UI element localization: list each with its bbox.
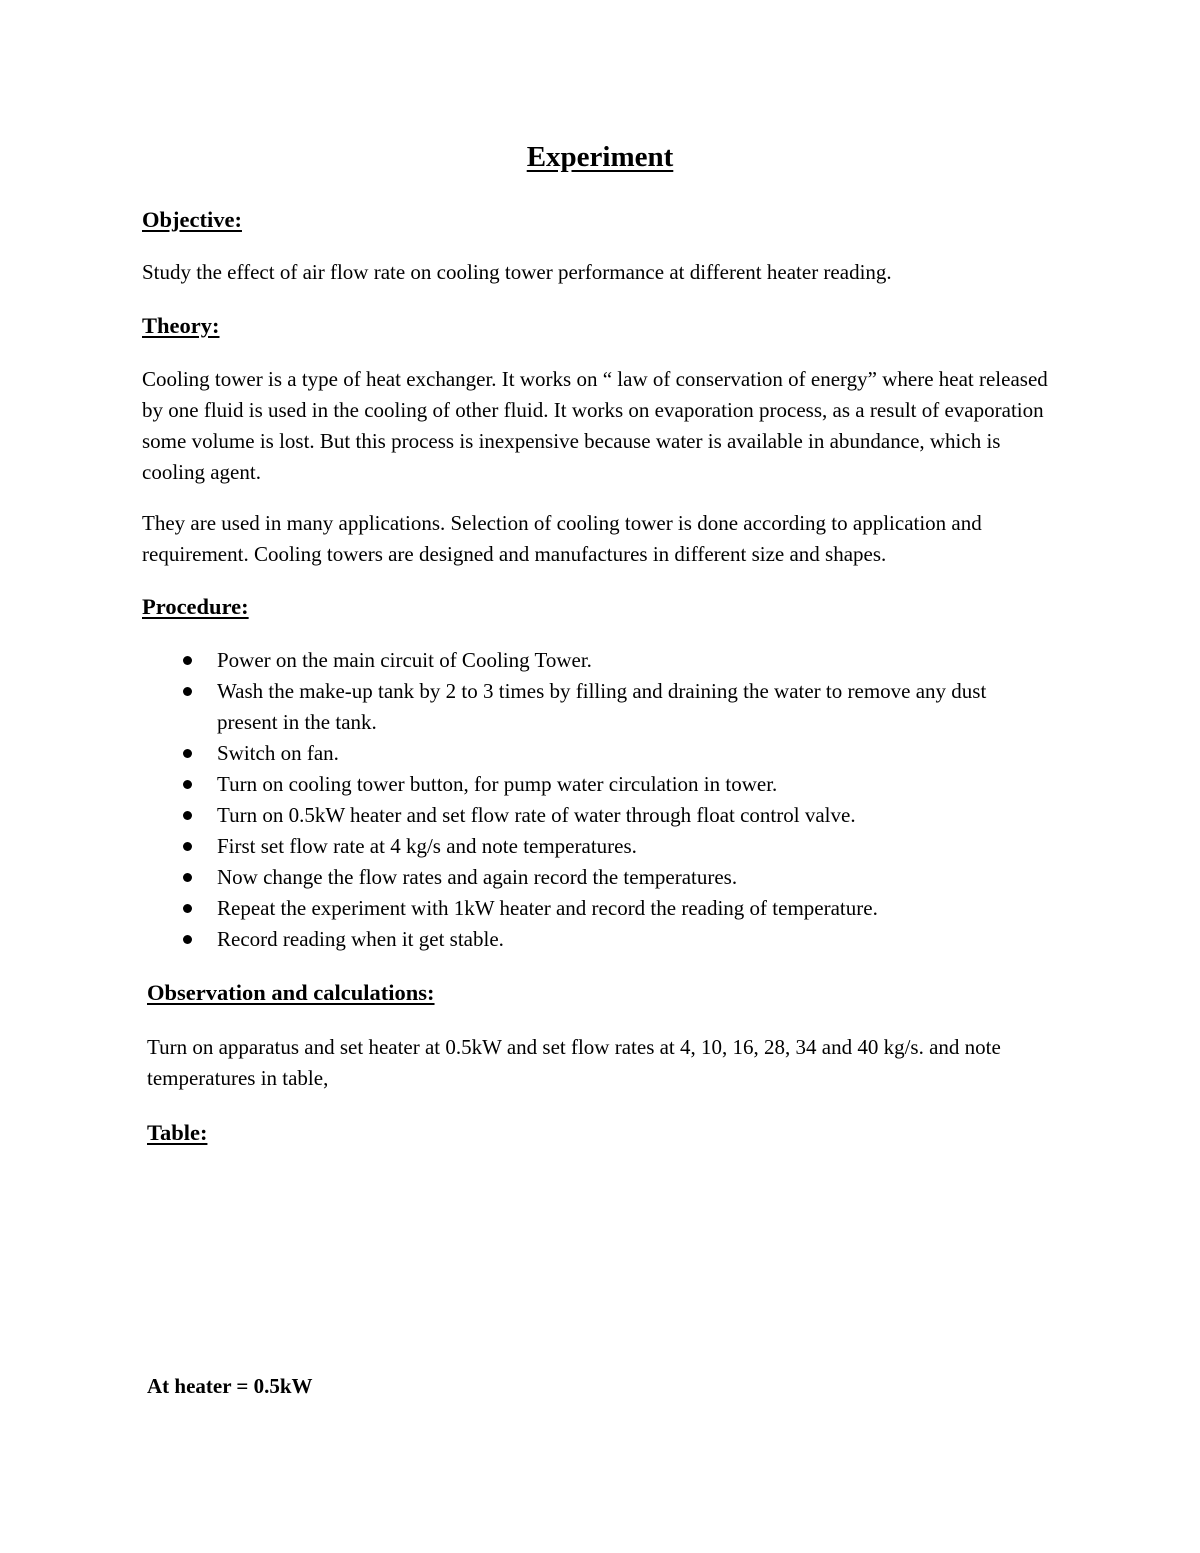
procedure-list [142, 645, 1052, 955]
heater-label: At heater = 0.5kW [147, 1374, 313, 1398]
bullet-icon [183, 904, 192, 913]
procedure-step: Now change the flow rates and again record the temperatures. [142, 862, 1052, 893]
procedure-step: First set flow rate at 4 kg/s and note temperatures. [142, 831, 1052, 862]
document-title: Experiment [526, 141, 674, 173]
observation-text: Turn on apparatus and set heater at 0.5kW and set flow rates at 4, 10, 16, 28, 34 and 40 kg/s. and note temperatures in table, [147, 1035, 1001, 1090]
bullet-icon [183, 780, 192, 789]
table-heading: Table: [147, 1120, 208, 1145]
bullet-icon [183, 873, 192, 882]
bullet-icon [183, 749, 192, 758]
theory-paragraph-1: Cooling tower is a type of heat exchanger. It works on “ law of conservation of energy” where heat released by one fluid is used in the cooling of other fluid. It works on evaporation process, as a result of evaporation some volume is lost. But this process is inexpensive because water is available in abundance, which is cooling agent. [142, 367, 1048, 484]
procedure-step: Power on the main circuit of Cooling Tower. [142, 645, 1052, 676]
procedure-step: Wash the make-up tank by 2 to 3 times by filling and draining the water to remove any dust present in the tank. [142, 676, 1052, 738]
procedure-step: Turn on cooling tower button, for pump water circulation in tower. [142, 769, 1052, 800]
procedure-heading: Procedure: [142, 594, 249, 619]
objective-heading: Objective: [142, 207, 242, 232]
procedure-step: Record reading when it get stable. [142, 924, 1052, 955]
objective-text: Study the effect of air flow rate on cooling tower performance at different heater reading. [142, 260, 892, 284]
procedure-step: Repeat the experiment with 1kW heater and record the reading of temperature. [142, 893, 1052, 924]
bullet-icon [183, 935, 192, 944]
procedure-step: Switch on fan. [142, 738, 1052, 769]
bullet-icon [183, 687, 192, 696]
bullet-icon [183, 811, 192, 820]
bullet-icon [183, 656, 192, 665]
theory-paragraph-2: They are used in many applications. Selection of cooling tower is done according to application and requirement. Cooling towers are designed and manufactures in different size and shapes. [142, 511, 982, 566]
procedure-step: Turn on 0.5kW heater and set flow rate of water through float control valve. [142, 800, 1052, 831]
observation-heading: Observation and calculations: [147, 980, 435, 1005]
bullet-icon [183, 842, 192, 851]
theory-heading: Theory: [142, 313, 220, 338]
